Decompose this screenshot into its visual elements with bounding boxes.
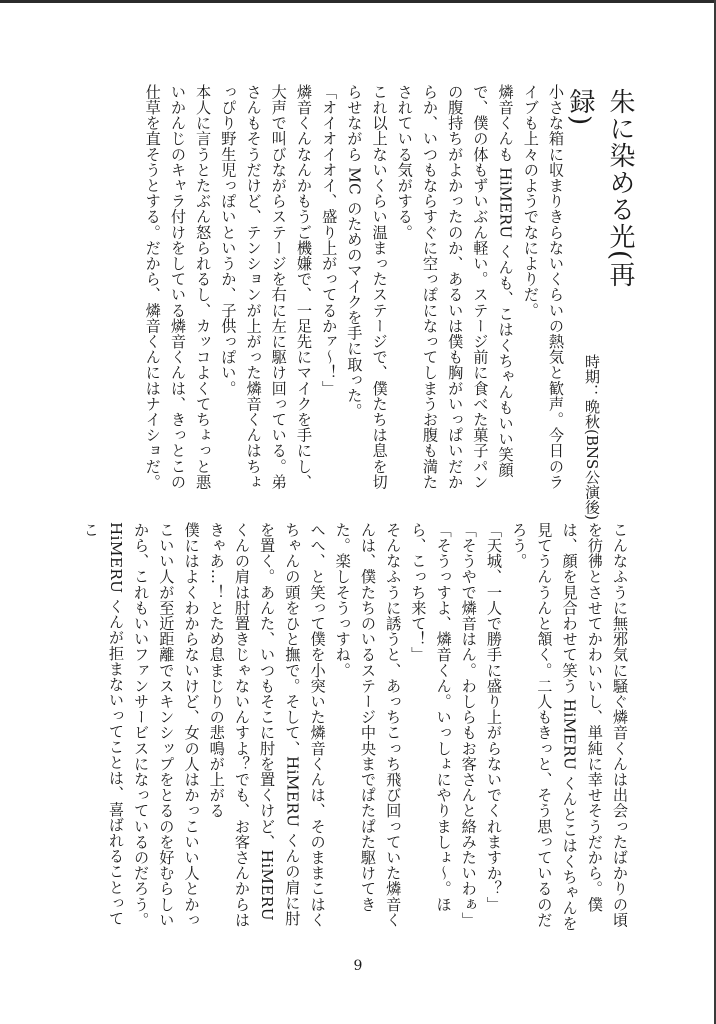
paragraph: こんなふうに無邪気に騒ぐ燐音くんは出会ったばかりの頃を彷彿とさせてかわいいし、単純に幸せそうだから。僕は、顔を見合わせて笑う HiMERU くんとこはくちゃんを見てうんうんと頷く。二人もきっと、そう思っているのだろう。 <box>510 522 629 932</box>
paragraph: そんなふうに誘うと、あっちこっち飛び回っていた燐音くんは、僕たちのいるステージ中央までぱたぱた駆けてきた。楽しそうっすね。 <box>333 522 403 928</box>
story-title: 朱に染める光(再録) <box>565 88 635 289</box>
page-number: 9 <box>353 958 363 974</box>
paragraph: 僕にはよくわからないけど、女の人はかっこいい人とかっこいい人が至近距離でスキンシップをとるのを好むらしいから、これもいいファンサービスになっているのだろう。 <box>132 522 201 928</box>
paragraph: 燐音くんも HiMERU くんも、こはくちゃんもいい笑顔で、僕の体もずいぶん軽い。ステージ前に食べた菓子パンの腹持ちがよかったのか、あるいは僕も胸がいっぱいだからか、いつもならすぐに空っぽになってしまうお腹も満たされている気がする。 <box>395 84 515 490</box>
upper-text-block <box>100 84 568 502</box>
paragraph: 本人に言うとたぶん怒られるし、カッコよくてちょっと悪いかんじのキャラ付けをしている燐音くんは、きっとこの仕草を直そうとする。だから、燐音くんにはナイショだ。 <box>143 84 213 490</box>
top-border <box>0 0 716 3</box>
paragraph: 小さな箱に収まりきらないくらいの熱気と歓声。今日のライブも上々のようでなによりだ。 <box>521 84 565 490</box>
paragraph: 「そうやで燐音はん。わしらもお客さんと絡みたいわぁ」 <box>459 522 478 928</box>
paragraph: へへ、と笑って僕を小突いた燐音くんは、そのままこはくちゃんの頭をひと撫で。そして、HiMERU くんの肩に肘を置く。あんた、いつもそこに肘を置くけど、HiMERU くんの肩は肘置きじゃないんすよ？でも、お客さんからはきゃあ…！とため息まじりの悲鳴が上がる <box>207 522 327 928</box>
story-period: 時期：晩秋(BNS公演後) <box>583 353 601 520</box>
paragraph: 「オイオイオイ、盛り上がってるかァ〜！」 <box>320 84 339 396</box>
paragraph: これ以上ないくらい温まったステージで、僕たちは息を切らせながら MC のためのマイクを手に取った。 <box>345 84 389 490</box>
paragraph: 「天城、一人で勝手に盛り上がらないでくれますか？」 <box>484 522 503 912</box>
paragraph: 燐音くんなんかもうご機嫌で、一足先にマイクを手にし、大声で叫びながらステージを右に左に駆け回っている。弟さんもそうだけど、テンションが上がった燐音くんはちょっぴり野生児っぽいというか、子供っぽい。 <box>219 84 313 490</box>
paragraph: 「そうっすよ、燐音くん。いっしょにやりましょ〜。ほら、こっち来て！」 <box>409 522 453 912</box>
paragraph: HiMERU くんが拒まないってことは、喜ばれることってこ <box>81 522 125 927</box>
lower-text-block <box>81 522 632 940</box>
